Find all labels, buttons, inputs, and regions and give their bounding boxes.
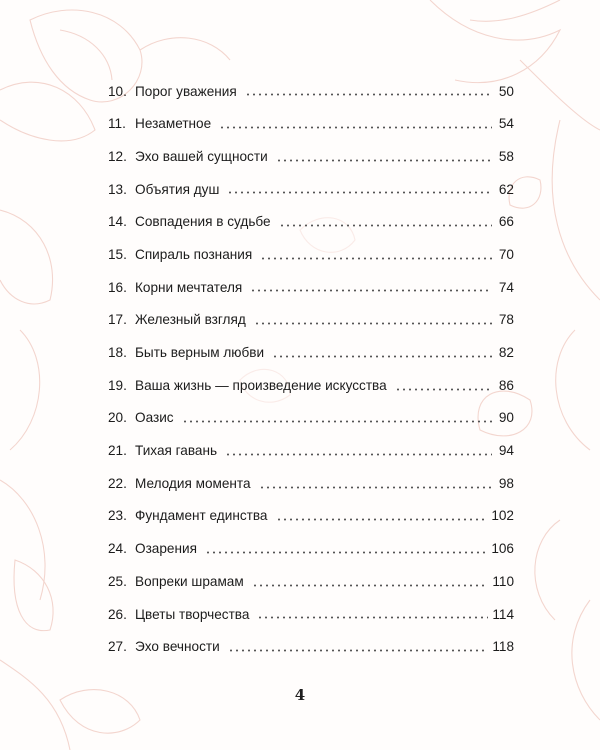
toc-entry[interactable]: [108, 565, 514, 598]
toc-entry[interactable]: [108, 304, 514, 337]
toc-entry[interactable]: [108, 402, 514, 435]
toc-entry[interactable]: [108, 369, 514, 402]
entry-number: 19.: [108, 377, 127, 393]
entry-number: 21.: [108, 443, 127, 459]
entry-title: Быть верным любви: [135, 345, 265, 361]
entry-title: Озарения: [135, 541, 197, 557]
entry-title: Оазис: [135, 410, 174, 426]
entry-page-number: 106: [491, 541, 514, 557]
toc-entry[interactable]: [108, 337, 514, 370]
toc-entry[interactable]: [108, 533, 514, 566]
entry-number: 15.: [108, 246, 127, 262]
entry-page-number: 114: [492, 606, 514, 622]
entry-page-number: 110: [492, 573, 514, 589]
dot-leader: [254, 315, 492, 325]
entry-number: 22.: [108, 475, 127, 491]
entry-title: Спираль познания: [135, 246, 253, 262]
entry-number: 27.: [108, 639, 127, 655]
toc-entry[interactable]: [108, 75, 514, 108]
entry-number: 13.: [108, 181, 127, 197]
entry-page-number: 54: [498, 116, 514, 132]
entry-number: 20.: [108, 410, 127, 426]
entry-title: Эхо вашей сущности: [135, 148, 268, 164]
entry-number: 23.: [108, 508, 127, 524]
dot-leader: [252, 577, 489, 587]
entry-title: Вопреки шрамам: [135, 573, 244, 589]
entry-page-number: 62: [498, 181, 514, 197]
toc-entry[interactable]: [108, 238, 514, 271]
entry-title: Объятия душ: [135, 181, 220, 197]
entry-number: 14.: [108, 214, 127, 230]
entry-page-number: 50: [498, 83, 514, 99]
dot-leader: [276, 152, 492, 162]
entry-number: 11.: [108, 116, 126, 132]
dot-leader: [259, 479, 492, 489]
entry-number: 26.: [108, 606, 127, 622]
entry-number: 17.: [108, 312, 127, 328]
dot-leader: [279, 217, 492, 227]
entry-title: Корни мечтателя: [135, 279, 243, 295]
dot-leader: [182, 413, 492, 423]
toc-entry[interactable]: [108, 271, 514, 304]
toc-entry[interactable]: [108, 206, 514, 239]
entry-page-number: 74: [498, 279, 514, 295]
dot-leader: [272, 348, 492, 358]
entry-title: Цветы творчества: [135, 606, 250, 622]
dot-leader: [219, 119, 492, 129]
entry-page-number: 102: [491, 508, 514, 524]
entry-number: 16.: [108, 279, 127, 295]
entry-title: Фундамент единства: [135, 508, 268, 524]
entry-title: Совпадения в судьбе: [135, 214, 271, 230]
entry-page-number: 86: [498, 377, 514, 393]
dot-leader: [205, 544, 487, 554]
toc-entry[interactable]: [108, 108, 514, 141]
entry-number: 12.: [108, 148, 127, 164]
entry-page-number: 78: [498, 312, 514, 328]
entry-page-number: 118: [492, 639, 514, 655]
dot-leader: [228, 642, 489, 652]
entry-title: Эхо вечности: [135, 639, 220, 655]
entry-page-number: 98: [498, 475, 514, 491]
dot-leader: [260, 250, 492, 260]
entry-page-number: 66: [498, 214, 514, 230]
entry-title: Железный взгляд: [135, 312, 246, 328]
entry-number: 24.: [108, 541, 127, 557]
toc-entry[interactable]: [108, 631, 514, 664]
dot-leader: [225, 446, 492, 456]
toc-entry[interactable]: [108, 140, 514, 173]
entry-number: 10.: [108, 83, 127, 99]
entry-title: Незаметное: [135, 116, 212, 132]
table-of-contents: [108, 75, 514, 663]
toc-entry[interactable]: [108, 467, 514, 500]
dot-leader: [257, 609, 488, 619]
entry-title: Ваша жизнь — произведение искусства: [135, 377, 387, 393]
entry-page-number: 82: [498, 345, 514, 361]
toc-entry[interactable]: [108, 598, 514, 631]
page-number: 4: [294, 686, 306, 704]
entry-page-number: 58: [498, 148, 514, 164]
entry-number: 18.: [108, 345, 127, 361]
dot-leader: [250, 282, 492, 292]
entry-number: 25.: [108, 573, 127, 589]
entry-title: Порог уважения: [135, 83, 237, 99]
toc-entry[interactable]: [108, 173, 514, 206]
dot-leader: [245, 86, 492, 96]
toc-entry[interactable]: [108, 435, 514, 468]
entry-title: Мелодия момента: [135, 475, 251, 491]
dot-leader: [276, 511, 488, 521]
entry-page-number: 70: [498, 246, 514, 262]
dot-leader: [227, 184, 492, 194]
entry-page-number: 90: [498, 410, 514, 426]
entry-title: Тихая гавань: [135, 443, 218, 459]
toc-entry[interactable]: [108, 500, 514, 533]
entry-page-number: 94: [498, 443, 514, 459]
dot-leader: [395, 381, 492, 391]
